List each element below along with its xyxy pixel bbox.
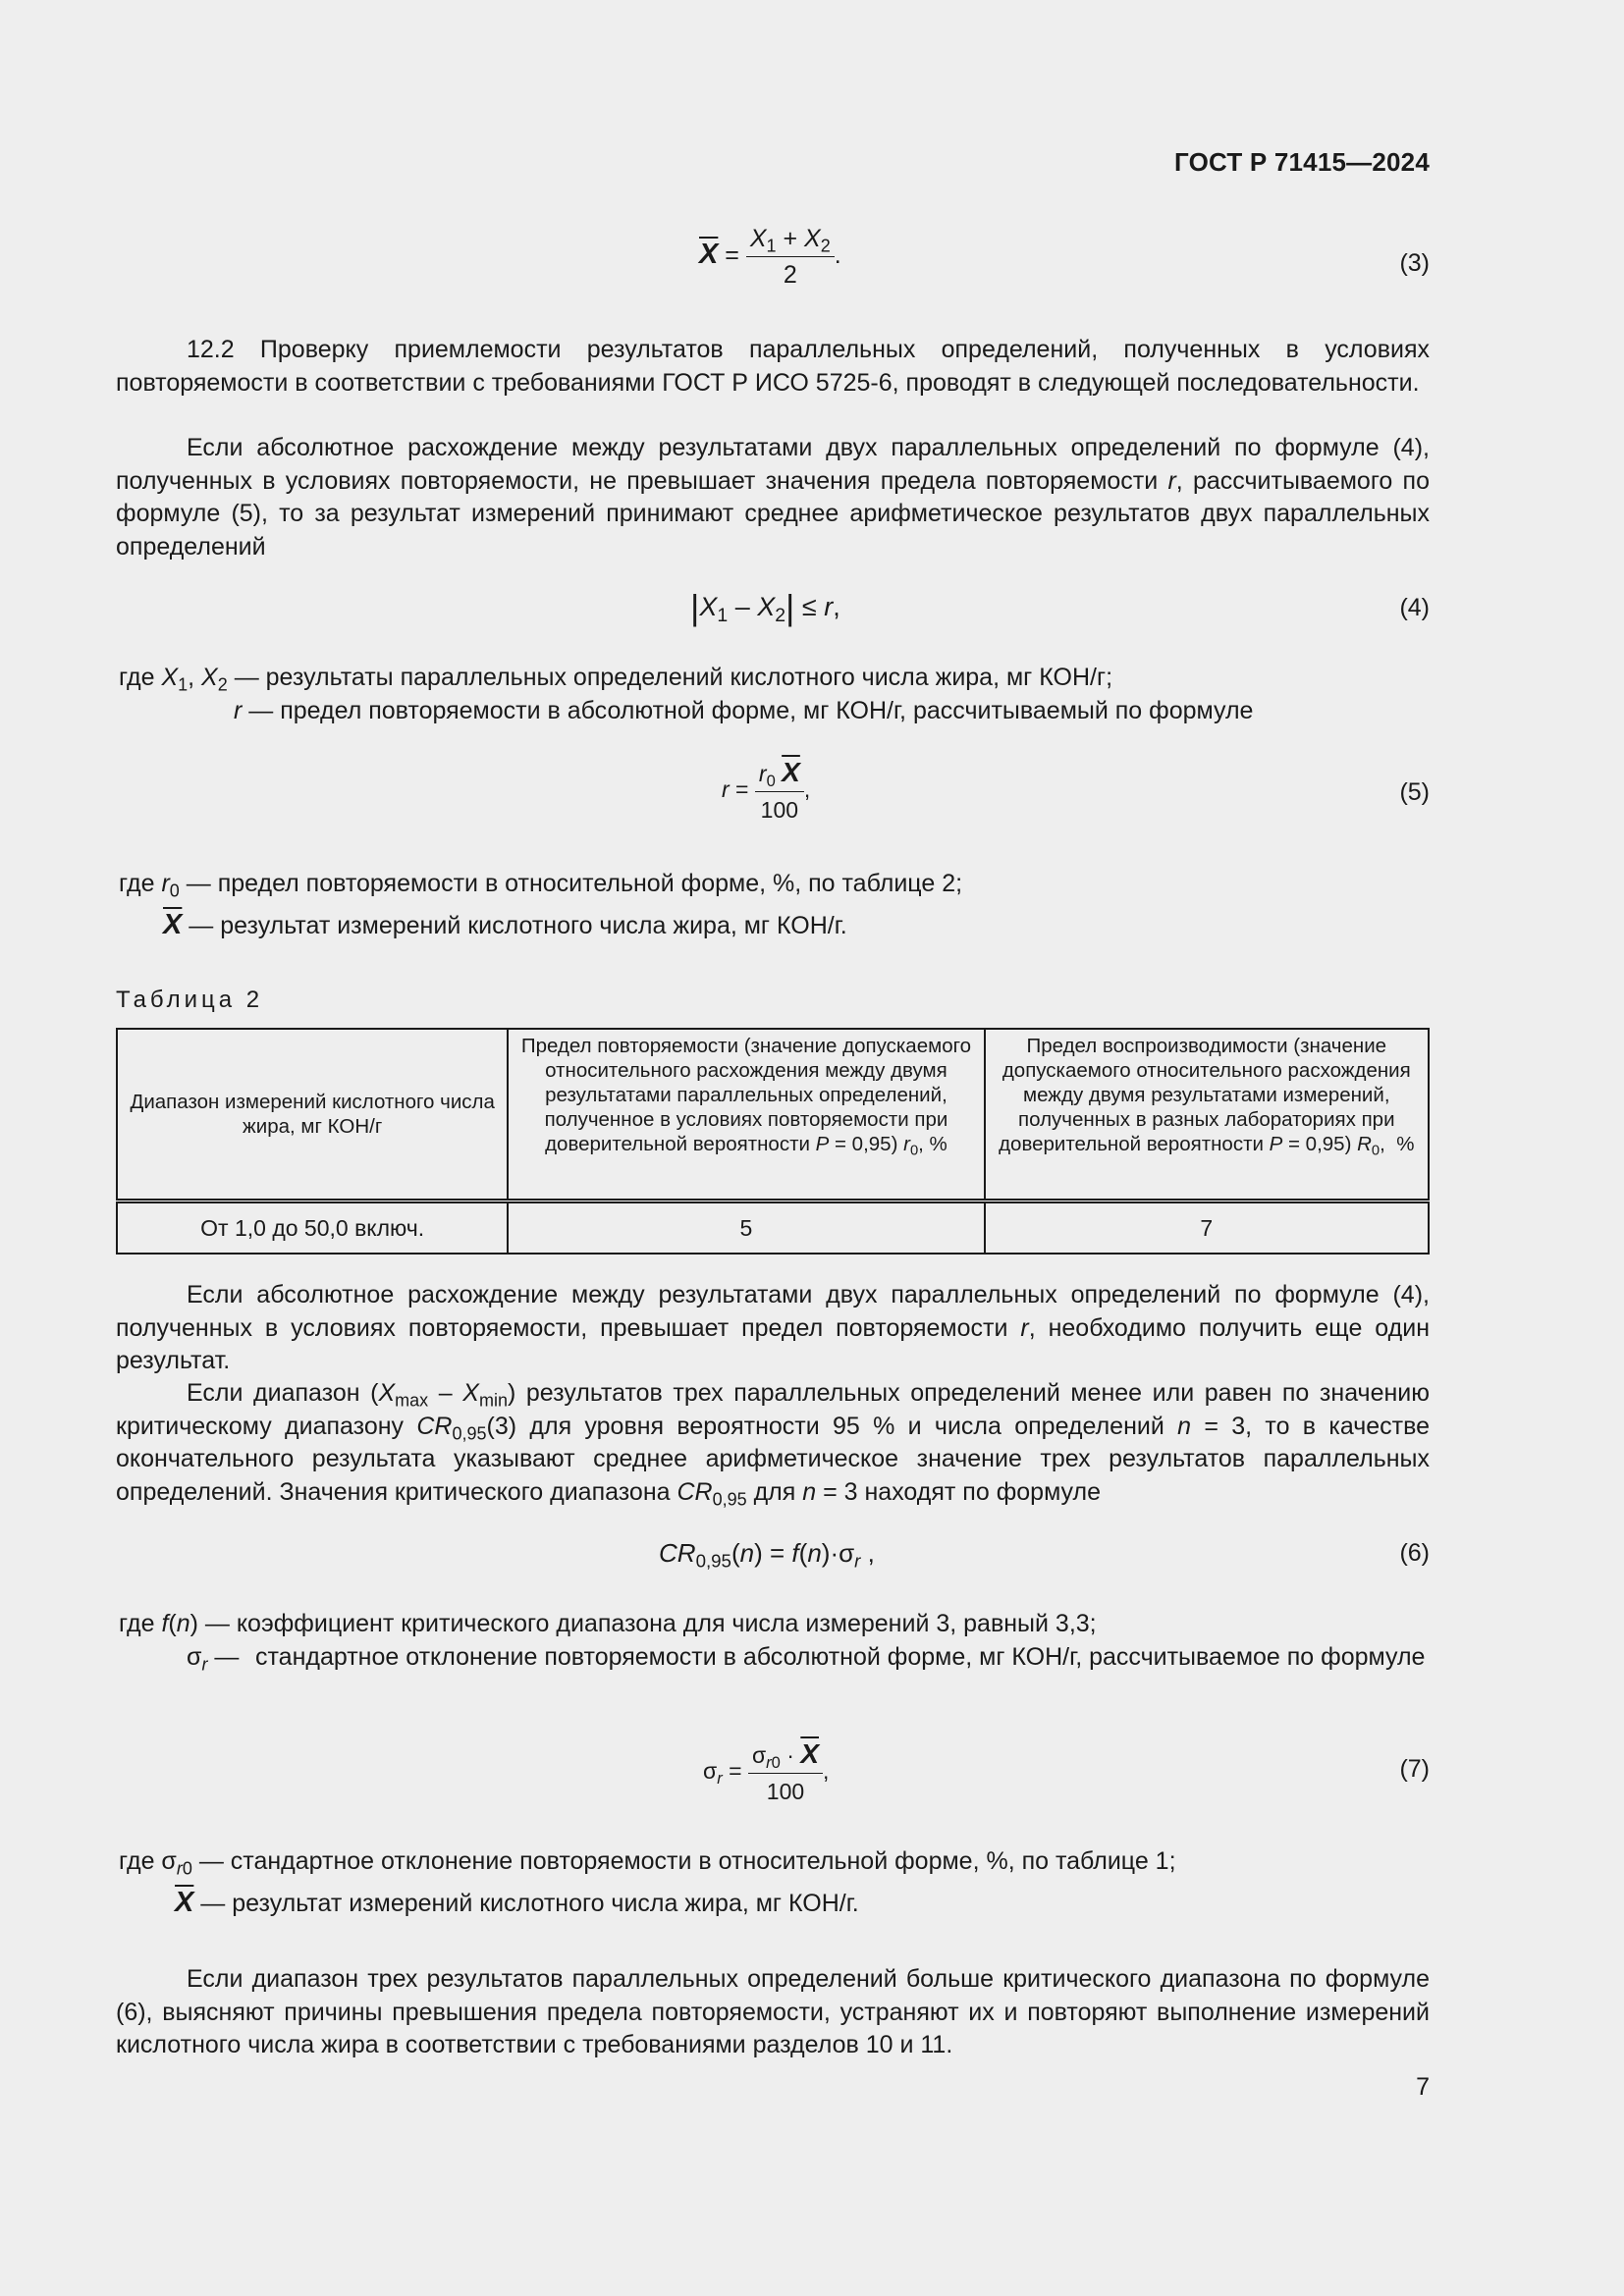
formula-4-number: (4) [1399, 594, 1430, 621]
table-2-cell-R0: 7 [985, 1201, 1429, 1255]
paragraph-12-2: 12.2 Проверку приемлемости результатов параллельных определений, полученных в условиях повторяемости в соответствии с требованиями ГОСТ Р ИСО 5725-6, проводят в следующей последовательности. [116, 336, 1430, 397]
where-xbar-5: $\overline{X}$ — результат измерений кислотного числа жира, мг КОН/г. [163, 909, 847, 940]
where-xbar-5-desc: результат измерений кислотного числа жира, мг КОН/г. [220, 912, 847, 939]
formula-5: r = $\frac{r_0 \overline{X}}{100}$ , [722, 757, 811, 823]
table-2 [116, 1028, 1430, 1255]
where-x1-x2-desc: результаты параллельных определений кислотного числа жира, мг КОН/г; [265, 664, 1113, 691]
table-2-cell-r0: 5 [508, 1201, 984, 1255]
where-r-desc: предел повторяемости в абсолютной форме, мг КОН/г, рассчитываемый по формуле [280, 697, 1254, 724]
document-code: ГОСТ Р 71415—2024 [1174, 147, 1430, 177]
formula-3-number: (3) [1399, 249, 1430, 277]
formula-5-number: (5) [1399, 778, 1430, 806]
formula-7-number: (7) [1399, 1755, 1430, 1783]
table-2-header-row [117, 1029, 1429, 1201]
where-r0: где $r_0$ — предел повторяемости в относительной форме, %, по таблице 2; [119, 870, 963, 901]
where-sigma-r0: где $\sigma_{r0}$ — стандартное отклонение повторяемости в относительной форме, %, по таблице 1; [119, 1847, 1176, 1879]
where-x1-x2: где $X_1$, $X_2$ — результаты параллельных определений кислотного числа жира, мг КОН/г; [119, 664, 1113, 695]
where-fn: где f(n) — коэффициент критического диапазона для числа измерений 3, равный 3,3; [119, 1610, 1097, 1637]
where-sigma-r: $\sigma_r$ — [187, 1643, 240, 1675]
paragraph-three-results: Если диапазон $(X_{max} - X_{min})$ результатов трех параллельных определений менее или равен по значению критическому диапазону $CR_{0,95}(3)$ для уровня вероятности 95 % и числа определений n = 3, то в качестве окончательного результата указывают среднее арифметическое значение трех результатов параллельных определений. Значения критического диапазона $CR_{0,95}$ для n = 3 находят по формуле [116, 1379, 1431, 1509]
formula-6: $CR_{0,95}(n) = f(n)\cdot\sigma_r$ , [659, 1538, 875, 1572]
where-sigma-r-desc: стандартное отклонение повторяемости в абсолютной форме, мг КОН/г, рассчитываемое по формуле [255, 1643, 1426, 1671]
table-2-header-range: Диапазон измерений кислотного числа жира, мг КОН/г [117, 1029, 508, 1201]
where-xbar-7-desc: результат измерений кислотного числа жира, мг КОН/г. [232, 1890, 859, 1917]
where-r0-desc: предел повторяемости в относительной форме, %, по таблице 2; [217, 870, 963, 897]
table-2-cell-range: От 1,0 до 50,0 включ. [117, 1201, 508, 1255]
where-fn-desc: коэффициент критического диапазона для числа измерений 3, равный 3,3; [236, 1610, 1097, 1637]
paragraph-exceeds: Если абсолютное расхождение между результатами двух параллельных определений по формуле (4), полученных в условиях повторяемости, превышает предел повторяемости r, необходимо получить еще один результат. [116, 1281, 1430, 1374]
formula-6-number: (6) [1399, 1539, 1430, 1567]
formula-5-denominator: 100 [760, 797, 799, 823]
formula-7: $\sigma_r$ = $\frac{\sigma_{r0} \cdot \overline{X}}{100}$ , [703, 1738, 830, 1804]
where-xbar-7: $\overline{X}$ — результат измерений кислотного числа жира, мг КОН/г. [175, 1887, 859, 1918]
formula-4: $|X_1 - X_2| \le r$, [690, 587, 840, 627]
table-2-header-reproducibility: Предел воспроизводимости (значение допускаемого относительного расхождения между двумя результатами измерений, полученных в разных лабораториях при доверительной вероятности P = 0,95) $R_0$, % [985, 1029, 1429, 1201]
formula-7-denominator: 100 [766, 1779, 805, 1804]
formula-3: $\overline{X}$ = $\frac{X_1 + X_2}{2}$ . [699, 225, 841, 289]
paragraph-final: Если диапазон трех результатов параллельных определений больше критического диапазона по формуле (6), выясняют причины превышения предела повторяемости, устраняют их и повторяют выполнение измерений кислотного числа жира в соответствии с требованиями разделов 10 и 11. [116, 1965, 1430, 2058]
page-number: 7 [1416, 2073, 1430, 2101]
table-2-header-repeatability: Предел повторяемости (значение допускаемого относительного расхождения между двумя результатами параллельных определений, полученное в условиях повторяемости при доверительной вероятности P = 0,95) $r_0$, % [508, 1029, 984, 1201]
where-r: r — предел повторяемости в абсолютной форме, мг КОН/г, рассчитываемый по формуле [234, 697, 1254, 724]
table-2-caption: Таблица 2 [116, 987, 264, 1013]
where-sigma-r0-desc: стандартное отклонение повторяемости в относительной форме, %, по таблице 1; [230, 1847, 1176, 1875]
table-row [117, 1201, 1429, 1255]
paragraph-acceptance: Если абсолютное расхождение между результатами двух параллельных определений по формуле (4), полученных в условиях повторяемости, не превышает значения предела повторяемости r, рассчитываемого по формуле (5), то за результат измерений принимают среднее арифметическое результатов двух параллельных определений [116, 434, 1430, 561]
